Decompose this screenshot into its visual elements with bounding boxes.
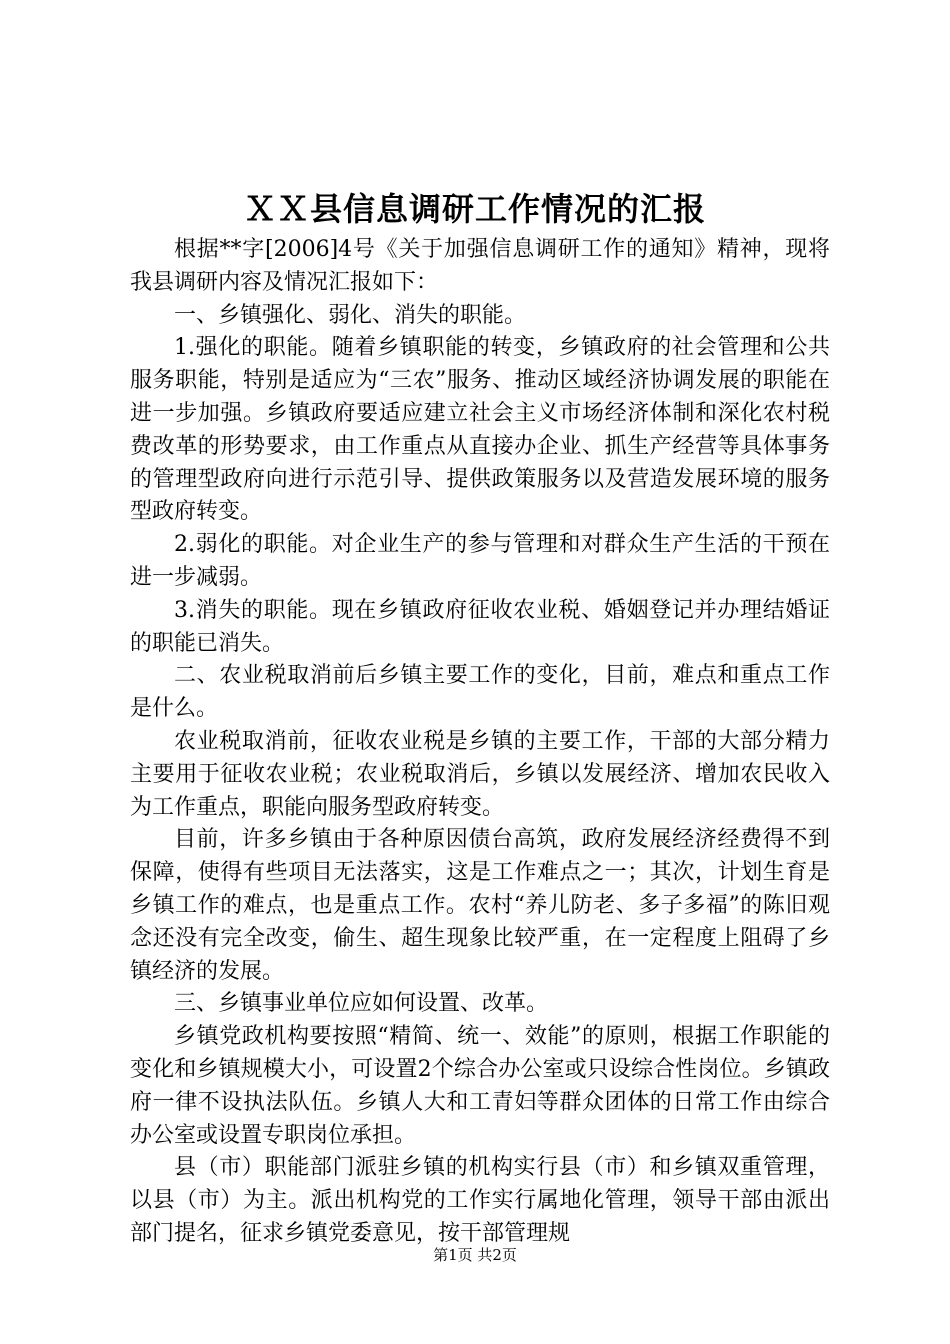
paragraph: 2.弱化的职能。对企业生产的参与管理和对群众生产生活的干预在进一步减弱。	[130, 532, 830, 590]
paragraph: 根据**字[2006]4号《关于加强信息调研工作的通知》精神，现将我县调研内容及情况汇报如下：	[130, 237, 830, 295]
paragraph: 1.强化的职能。随着乡镇职能的转变，乡镇政府的社会管理和公共服务职能，特别是适应为“三农”服务、推动区域经济协调发展的职能在进一步加强。乡镇政府要适应建立社会主义市场经济体制和深化农村税费改革的形势要求，由工作重点从直接办企业、抓生产经营等具体事务的管理型政府向进行示范引导、提供政策服务以及营造发展环境的服务型政府转变。	[130, 335, 830, 525]
document-body	[130, 234, 830, 1251]
paragraph: 县（市）职能部门派驻乡镇的机构实行县（市）和乡镇双重管理，以县（市）为主。派出机构党的工作实行属地化管理，领导干部由派出部门提名，征求乡镇党委意见，按干部管理规	[130, 1155, 830, 1246]
paragraph: 农业税取消前，征收农业税是乡镇的主要工作，干部的大部分精力主要用于征收农业税；农业税取消后，乡镇以发展经济、增加农民收入为工作重点，职能向服务型政府转变。	[130, 728, 830, 820]
section-heading: 二、农业税取消前后乡镇主要工作的变化，目前，难点和重点工作是什么。	[130, 663, 830, 722]
document-title: ＸＸ县信息调研工作情况的汇报	[243, 190, 706, 228]
paragraph: 目前，许多乡镇由于各种原因债台高筑，政府发展经济经费得不到保障，使得有些项目无法落实，这是工作难点之一；其次，计划生育是乡镇工作的难点，也是重点工作。农村“养儿防老、多子多福”的陈旧观念还没有完全改变，偷生、超生现象比较严重，在一定程度上阻碍了乡镇经济的发展。	[130, 827, 830, 984]
paragraph: 3.消失的职能。现在乡镇政府征收农业税、婚姻登记并办理结婚证的职能已消失。	[130, 597, 830, 656]
section-heading: 一、乡镇强化、弱化、消失的职能。	[174, 302, 527, 328]
paragraph: 乡镇党政机构要按照“精简、统一、效能”的原则，根据工作职能的变化和乡镇规模大小，可设置2个综合办公室或只设综合性岗位。乡镇政府一律不设执法队伍。乡镇人大和工青妇等群众团体的日常工作由综合办公室或设置专职岗位承担。	[130, 1024, 830, 1148]
section-heading: 三、乡镇事业单位应如何设置、改革。	[174, 991, 549, 1017]
page-footer: 第1页 共2页	[433, 1246, 517, 1264]
